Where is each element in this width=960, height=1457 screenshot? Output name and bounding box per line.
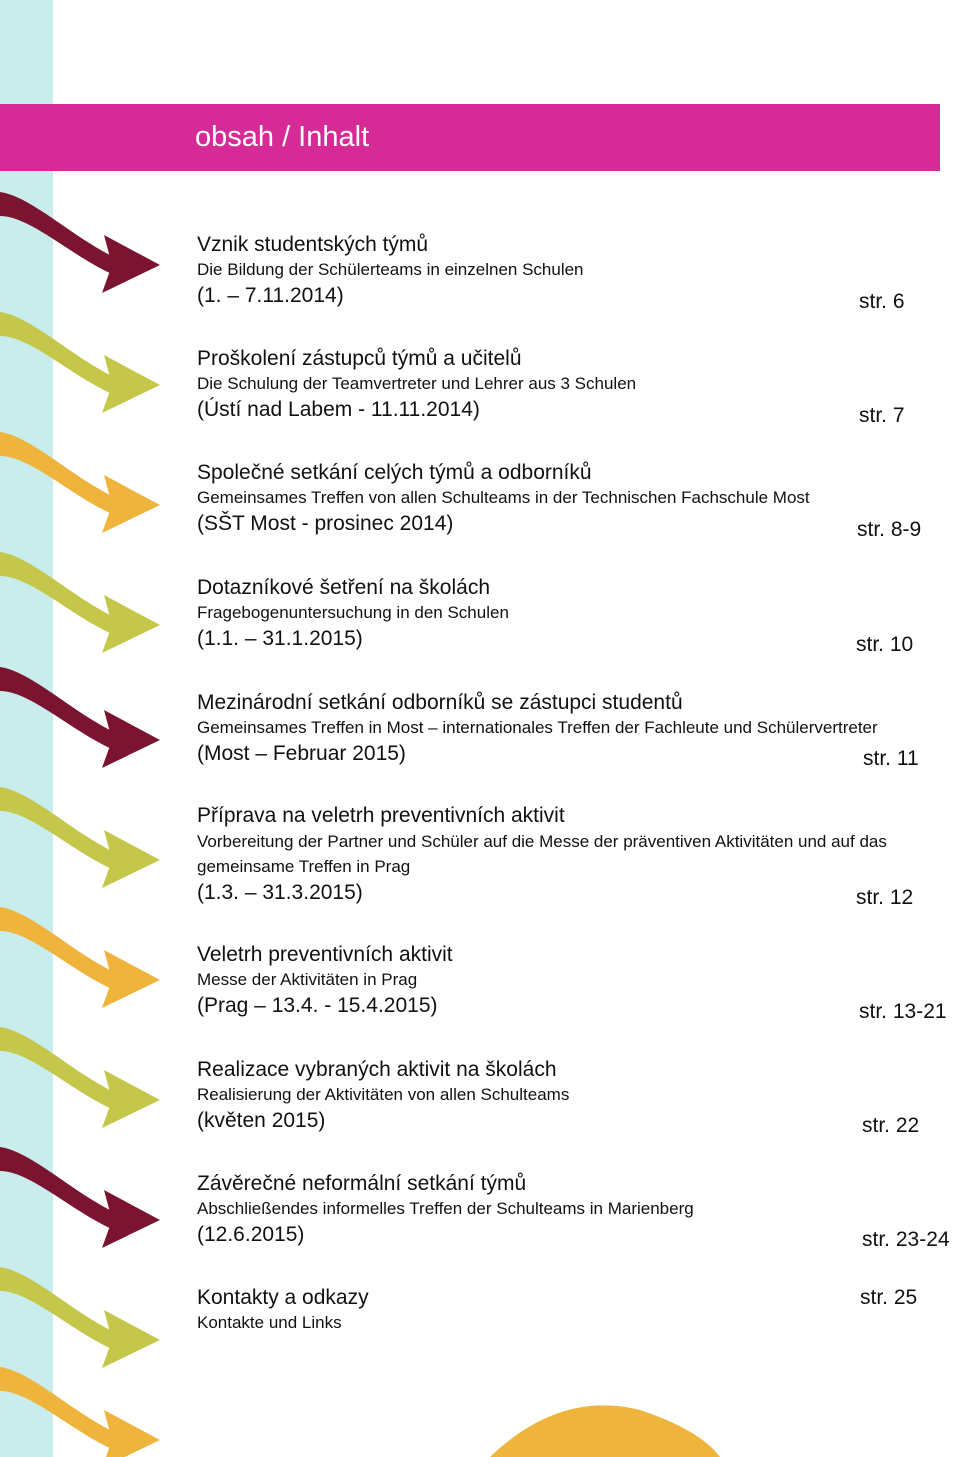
entry-title-cz: Závěrečné neformální setkání týmů bbox=[197, 1172, 527, 1195]
toc-entry bbox=[197, 1057, 569, 1135]
entry-title-cz: Společné setkání celých týmů a odborníků bbox=[197, 461, 592, 484]
entry-date: (1. – 7.11.2014) bbox=[197, 284, 344, 307]
entry-page-number: str. 6 bbox=[859, 290, 905, 313]
toc-entry bbox=[197, 460, 810, 538]
toc-entry bbox=[197, 690, 878, 768]
entry-title-cz: Vznik studentských týmů bbox=[197, 233, 429, 256]
toc-entry bbox=[197, 803, 947, 907]
entry-date: (SŠT Most - prosinec 2014) bbox=[197, 512, 454, 535]
entry-date: (12.6.2015) bbox=[197, 1223, 305, 1246]
entry-date: (květen 2015) bbox=[197, 1109, 326, 1132]
entry-title-de: Gemeinsames Treffen von allen Schulteams in der Technischen Fachschule Most bbox=[197, 488, 810, 507]
entry-page-number: str. 12 bbox=[856, 886, 914, 909]
entry-title-cz: Dotazníkové šetření na školách bbox=[197, 576, 490, 599]
toc-entry bbox=[197, 232, 584, 310]
entry-page-number: str. 22 bbox=[862, 1114, 920, 1137]
entry-title-cz: Proškolení zástupců týmů a učitelů bbox=[197, 347, 522, 370]
page-title: obsah / Inhalt bbox=[195, 121, 370, 153]
entry-title-de: Die Bildung der Schülerteams in einzelnen Schulen bbox=[197, 260, 584, 279]
entry-page-number: str. 25 bbox=[860, 1286, 918, 1309]
title-bar bbox=[0, 104, 940, 171]
entry-date: (1.1. – 31.1.2015) bbox=[197, 627, 363, 650]
entry-title-de: Gemeinsames Treffen in Most – internationales Treffen der Fachleute und Schülervertreter bbox=[197, 718, 878, 737]
entry-page-number: str. 8-9 bbox=[857, 518, 922, 541]
toc-entry bbox=[197, 1171, 694, 1249]
entry-page-number: str. 23-24 bbox=[862, 1228, 950, 1251]
toc-entry bbox=[197, 575, 509, 653]
entry-title-de: Fragebogenuntersuchung in den Schulen bbox=[197, 603, 509, 622]
entry-date: (Prag – 13.4. - 15.4.2015) bbox=[197, 994, 438, 1017]
entry-title-de: Kontakte und Links bbox=[197, 1313, 342, 1332]
entry-title-de: Abschließendes informelles Treffen der Schulteams in Marienberg bbox=[197, 1199, 694, 1218]
entry-page-number: str. 7 bbox=[859, 404, 905, 427]
entry-date: (Most – Februar 2015) bbox=[197, 742, 406, 765]
entry-title-de: Realisierung der Aktivitäten von allen Schulteams bbox=[197, 1085, 570, 1104]
toc-entry bbox=[197, 942, 453, 1020]
entry-date: (1.3. – 31.3.2015) bbox=[197, 881, 363, 904]
entry-date: (Ústí nad Labem - 11.11.2014) bbox=[197, 398, 480, 421]
entry-title-cz: Mezinárodní setkání odborníků se zástupci studentů bbox=[197, 691, 683, 714]
toc-entry bbox=[197, 346, 636, 424]
entry-title-de: Vorbereitung der Partner und Schüler auf die Messe der präventiven Aktivitäten und auf das gemeinsame Treffen in Prag bbox=[197, 832, 887, 876]
entry-page-number: str. 13-21 bbox=[859, 1000, 947, 1023]
entry-title-cz: Veletrh preventivních aktivit bbox=[197, 943, 453, 966]
entry-title-de: Die Schulung der Teamvertreter und Lehrer aus 3 Schulen bbox=[197, 374, 637, 393]
entry-page-number: str. 10 bbox=[856, 633, 914, 656]
entry-page-number: str. 11 bbox=[863, 747, 919, 770]
toc-entry bbox=[197, 1285, 369, 1335]
entry-title-cz: Kontakty a odkazy bbox=[197, 1286, 369, 1309]
entry-title-cz: Příprava na veletrh preventivních aktivit bbox=[197, 804, 565, 827]
entry-title-de: Messe der Aktivitäten in Prag bbox=[197, 970, 418, 989]
entry-title-cz: Realizace vybraných aktivit na školách bbox=[197, 1058, 557, 1081]
